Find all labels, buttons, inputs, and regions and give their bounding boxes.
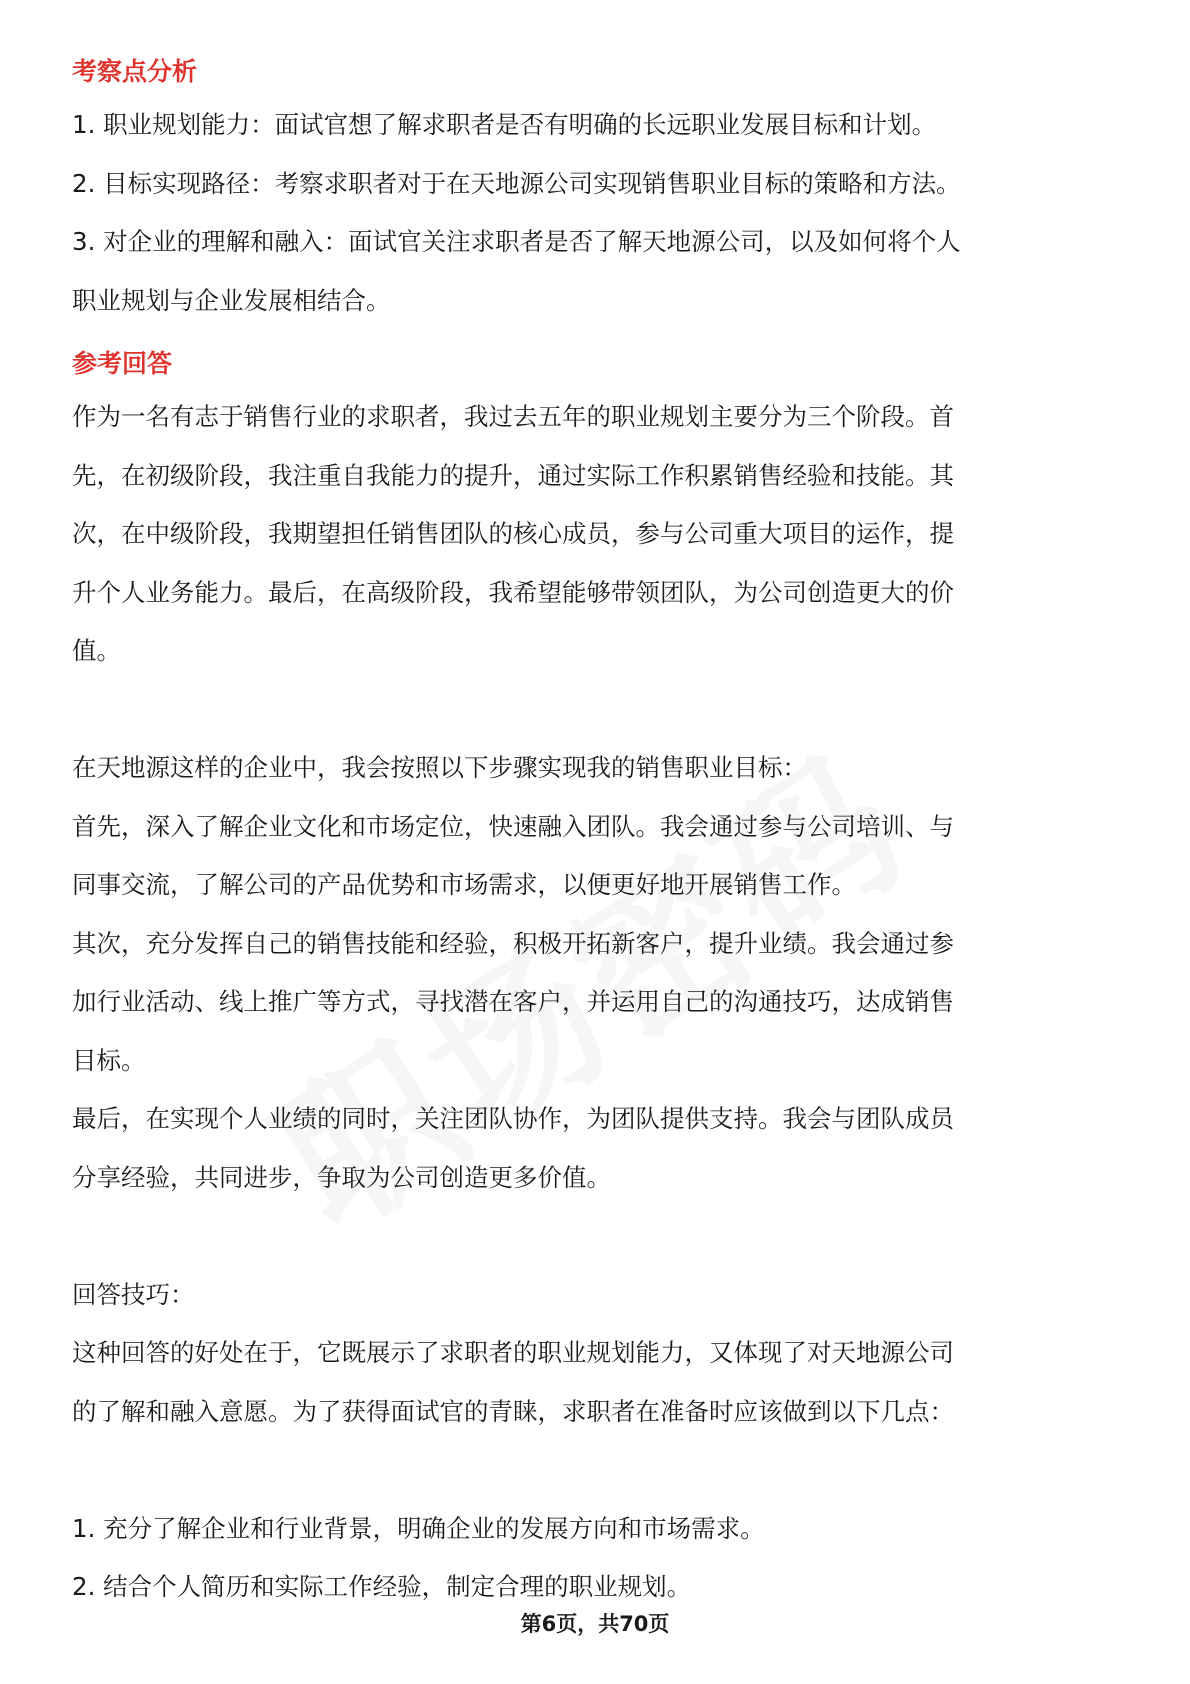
answer-line: 其次，充分发挥自己的销售技能和经验，积极开拓新客户，提升业绩。我会通过参 [72,928,954,958]
page-number: 第6页，共70页 [520,1612,670,1636]
answer-line: 首先，深入了解企业文化和市场定位，快速融入团队。我会通过参与公司培训、与 [72,811,954,841]
answer-line: 同事交流，了解公司的产品优势和市场需求，以便更好地开展销售工作。 [72,870,856,899]
analysis-heading: 考察点分析 [72,57,198,86]
analysis-section [72,96,1122,330]
answer-line: 最后，在实现个人业绩的同时，关注团队协作，为团队提供支持。我会与团队成员 [72,1104,954,1133]
answer-line: 这种回答的好处在于，它既展示了求职者的职业规划能力，又体现了对天地源公司 [72,1338,954,1367]
answer-line: 的了解和融入意愿。为了获得面试官的青睐，求职者在准备时应该做到以下几点： [72,1396,954,1426]
answer-line: 目标。 [72,1045,146,1075]
answer-section [72,388,1122,1617]
analysis-line: 职业规划与企业发展相结合。 [72,285,391,315]
answer-line: 升个人业务能力。最后，在高级阶段，我希望能够带领团队，为公司创造更大的价 [72,577,954,607]
analysis-line: 3. 对企业的理解和融入：面试官关注求职者是否了解天地源公司，以及如何将个人 [72,227,961,256]
tip-item: 2. 结合个人简历和实际工作经验，制定合理的职业规划。 [72,1572,692,1601]
answer-line: 次，在中级阶段，我期望担任销售团队的核心成员，参与公司重大项目的运作，提 [72,519,954,548]
answer-line: 值。 [72,636,121,665]
answer-line: 在天地源这样的企业中，我会按照以下步骤实现我的销售职业目标： [72,753,807,782]
answer-line: 先，在初级阶段，我注重自我能力的提升，通过实际工作积累销售经验和技能。其 [72,460,954,490]
tip-item: 1. 充分了解企业和行业背景，明确企业的发展方向和市场需求。 [72,1513,765,1543]
analysis-line: 1. 职业规划能力：面试官想了解求职者是否有明确的长远职业发展目标和计划。 [72,110,937,139]
answer-heading: 参考回答 [72,349,173,378]
answer-line: 分享经验，共同进步，争取为公司创造更多价值。 [72,1162,611,1192]
answer-line: 作为一名有志于销售行业的求职者，我过去五年的职业规划主要分为三个阶段。首 [72,402,954,431]
document-page [72,48,1122,1617]
analysis-line: 2. 目标实现路径：考察求职者对于在天地源公司实现销售职业目标的策略和方法。 [72,168,961,198]
answer-line: 加行业活动、线上推广等方式，寻找潜在客户，并运用自己的沟通技巧，达成销售 [72,987,954,1016]
tips-title: 回答技巧： [72,1279,195,1309]
